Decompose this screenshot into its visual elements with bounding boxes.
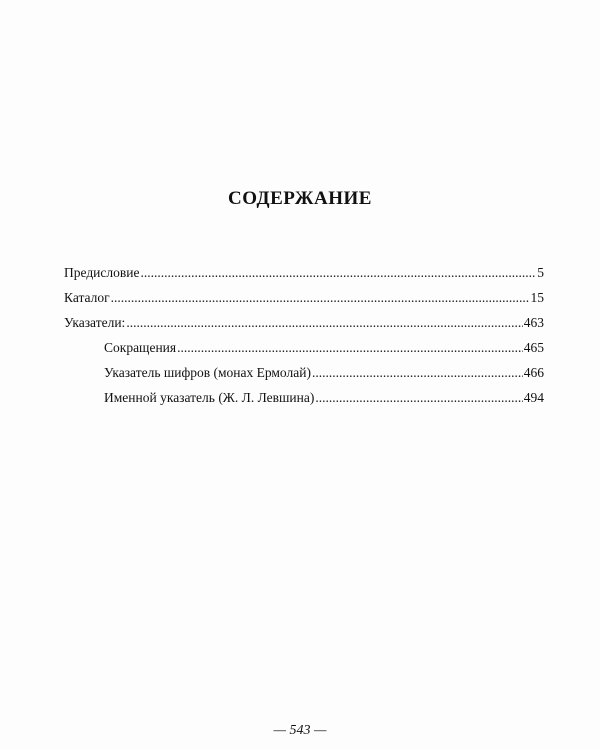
toc-entry-page: 5 <box>537 265 544 280</box>
toc-entry-page: 466 <box>523 365 544 380</box>
toc-entry-preface[interactable] <box>64 265 544 280</box>
dot-leader <box>111 290 530 305</box>
toc-entry-label: Указатель шифров (монах Ермолай) <box>104 365 311 380</box>
toc-entry-label: Именной указатель (Ж. Л. Левшина) <box>104 390 315 405</box>
toc-entry-catalog[interactable] <box>64 290 544 305</box>
toc-entry-label: Предисловие <box>64 265 140 280</box>
dot-leader <box>126 315 522 330</box>
toc-entry-page: 465 <box>523 340 544 355</box>
dot-leader <box>312 365 523 380</box>
toc-entry-label: Сокращения <box>104 340 177 355</box>
dot-leader <box>177 340 523 355</box>
toc-entry-cipher-index[interactable] <box>104 365 544 380</box>
page-title: СОДЕРЖАНИЕ <box>228 188 372 209</box>
toc-entry-indexes[interactable] <box>64 315 544 330</box>
toc-entry-abbreviations[interactable] <box>104 340 544 355</box>
toc-entry-label: Каталог <box>64 290 110 305</box>
toc-entry-page: 15 <box>530 290 544 305</box>
toc-entry-name-index[interactable] <box>104 390 544 405</box>
toc-entry-label: Указатели: <box>64 315 126 330</box>
toc-entry-page: 463 <box>523 315 544 330</box>
dot-leader <box>315 390 522 405</box>
dot-leader <box>140 265 536 280</box>
page-number: — 543 — <box>273 723 327 738</box>
table-of-contents <box>64 265 544 415</box>
toc-entry-page: 494 <box>523 390 544 405</box>
